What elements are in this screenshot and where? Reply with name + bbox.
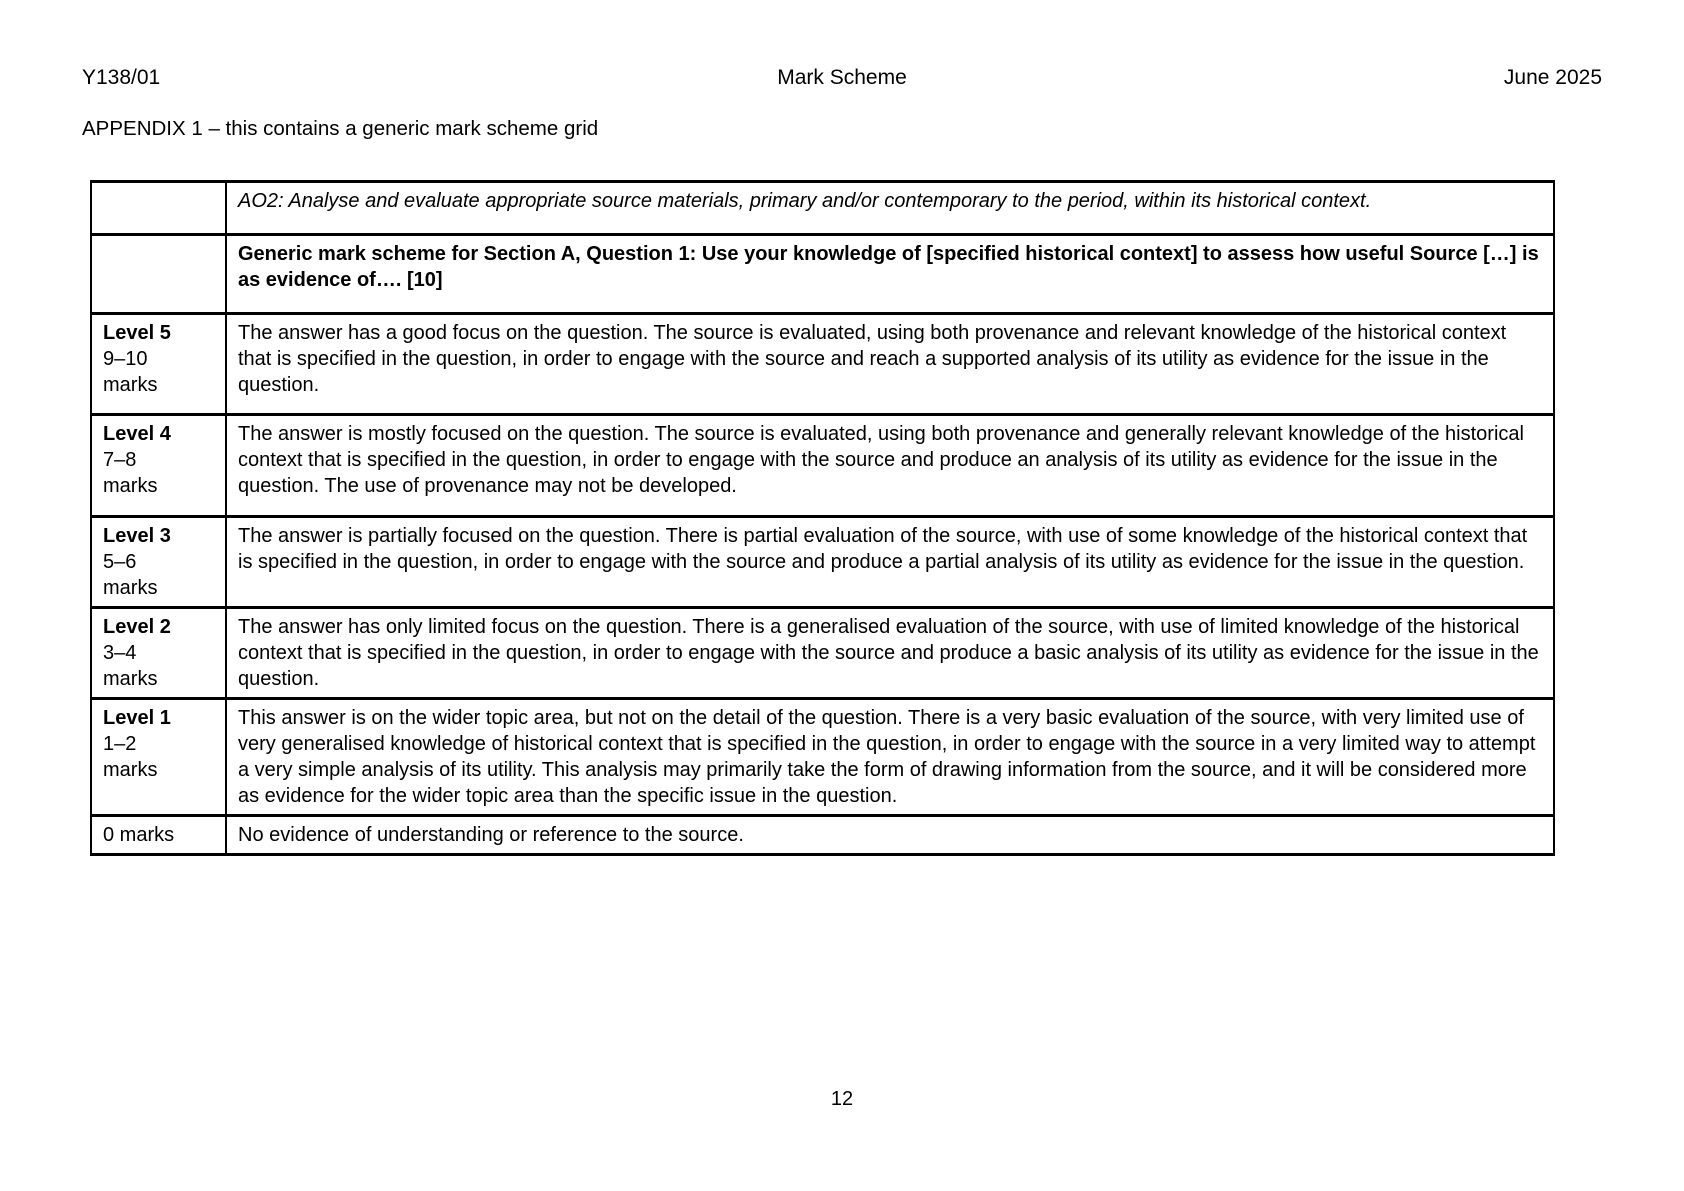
zero-marks-row (91, 816, 1554, 855)
level-marks-range: 5–6 (103, 551, 137, 573)
level-3-description: The answer is partially focused on the question. There is partial evaluation of the source, with use of some knowledge of the historical context that is specified in the question, in order to engage with the source and produce a partial analysis of its utility as evidence for the issue in the question. (226, 517, 1554, 608)
level-marks-word: marks (103, 475, 158, 497)
ao2-row (91, 182, 1554, 235)
appendix-title: APPENDIX 1 – this contains a generic mark scheme grid (82, 117, 599, 140)
level-4-label-cell (91, 415, 226, 517)
empty-cell (91, 235, 226, 314)
level-name: Level 2 (103, 616, 171, 638)
level-marks-range: 1–2 (103, 733, 137, 755)
generic-scheme-statement: Generic mark scheme for Section A, Question 1: Use your knowledge of [specified historical context] to assess how useful Source […] is as evidence of…. [10] (226, 235, 1554, 314)
empty-cell (91, 182, 226, 235)
level-4-row (91, 415, 1554, 517)
level-3-row (91, 517, 1554, 608)
level-5-description: The answer has a good focus on the question. The source is evaluated, using both provenance and relevant knowledge of the historical context that is specified in the question, in order to engage with the source and reach a supported analysis of its utility as evidence for the issue in the question. (226, 314, 1554, 415)
level-marks-word: marks (103, 759, 158, 781)
level-marks-range: 9–10 (103, 348, 148, 370)
level-1-label-cell (91, 699, 226, 816)
page-number: 12 (830, 1088, 854, 1110)
level-name: Level 3 (103, 525, 171, 547)
level-name: Level 1 (103, 707, 171, 729)
level-5-label-cell (91, 314, 226, 415)
level-4-description: The answer is mostly focused on the question. The source is evaluated, using both provenance and generally relevant knowledge of the historical context that is specified in the question, in order to engage with the source and produce an analysis of its utility as evidence for the issue in the question. The use of provenance may not be developed. (226, 415, 1554, 517)
level-marks-word: marks (103, 374, 158, 396)
level-3-label-cell (91, 517, 226, 608)
level-name: Level 5 (103, 322, 171, 344)
level-name: Level 4 (103, 423, 171, 445)
level-1-description: This answer is on the wider topic area, but not on the detail of the question. There is a very basic evaluation of the source, with very limited use of very generalised knowledge of historical context that is specified in the question, in order to engage with the source in a very limited way to attempt a very simple analysis of its utility. This analysis may primarily take the form of drawing information from the source, and it will be considered more as evidence for the wider topic area than the specific issue in the question. (226, 699, 1554, 816)
zero-marks-label: 0 marks (91, 816, 226, 855)
level-1-row (91, 699, 1554, 816)
level-2-label-cell (91, 608, 226, 699)
level-marks-range: 7–8 (103, 449, 137, 471)
level-2-row (91, 608, 1554, 699)
header-document-title: Mark Scheme (777, 66, 907, 89)
mark-scheme-table (90, 180, 1555, 856)
document-header (82, 66, 1602, 90)
level-marks-range: 3–4 (103, 642, 137, 664)
zero-marks-description: No evidence of understanding or reference to the source. (226, 816, 1554, 855)
level-marks-word: marks (103, 668, 158, 690)
ao2-statement: AO2: Analyse and evaluate appropriate source materials, primary and/or contemporary to the period, within its historical context. (226, 182, 1554, 235)
level-2-description: The answer has only limited focus on the question. There is a generalised evaluation of the source, with use of limited knowledge of the historical context that is specified in the question, in order to engage with the source and produce a basic analysis of its utility as evidence for the issue in the question. (226, 608, 1554, 699)
header-exam-session: June 2025 (1503, 66, 1603, 89)
level-5-row (91, 314, 1554, 415)
header-paper-code: Y138/01 (82, 66, 161, 89)
level-marks-word: marks (103, 577, 158, 599)
generic-scheme-row (91, 235, 1554, 314)
